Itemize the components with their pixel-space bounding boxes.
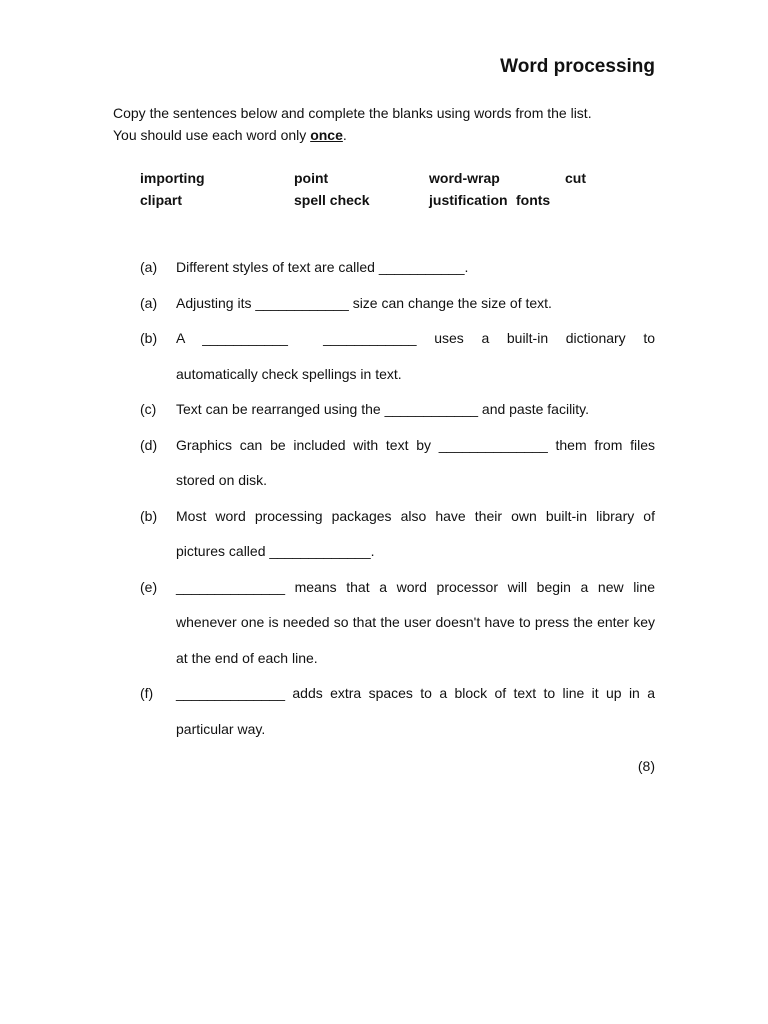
word-list-item: spell check — [294, 192, 370, 208]
question-label: (c) — [140, 401, 157, 417]
instructions-line-1: Copy the sentences below and complete the blanks using words from the list. — [113, 105, 592, 121]
total-marks: (8) — [637, 758, 655, 774]
question-label: (d) — [140, 436, 158, 453]
question-label: (b) — [140, 507, 158, 524]
question-item — [140, 676, 655, 747]
question-item — [140, 250, 655, 286]
question-item — [140, 392, 655, 428]
question-text: A ___________ ____________ uses a built-in dictionary to automatically check spellings in text. — [176, 330, 659, 382]
question-text: Different styles of text are called ___________. — [176, 259, 469, 275]
word-list-item: justification — [429, 192, 508, 208]
word-list-item: fonts — [516, 192, 551, 208]
page-title: Word processing — [500, 56, 655, 77]
question-item — [140, 428, 655, 499]
question-label: (b) — [140, 330, 158, 346]
word-list-item: importing — [140, 170, 205, 186]
word-list-item: word-wrap — [429, 170, 500, 186]
instructions — [113, 102, 658, 146]
word-list-item: cut — [565, 170, 586, 186]
question-label: (f) — [140, 685, 154, 701]
instructions-line-2-end: . — [342, 127, 347, 143]
instructions-line-2-start: You should use each word only — [113, 127, 311, 143]
question-text: Most word processing packages also have their own built-in library of pictures called _____________. — [176, 507, 655, 559]
instructions-emphasis: once — [310, 127, 343, 143]
question-text: ______________ adds extra spaces to a block of text to line it up in a particular way. — [176, 685, 655, 737]
question-list — [140, 250, 659, 747]
word-list-row — [140, 170, 610, 192]
word-list-row — [140, 192, 610, 214]
question-label: (e) — [140, 578, 158, 595]
question-item — [140, 286, 655, 322]
question-item — [140, 499, 655, 570]
question-label: (a) — [140, 294, 158, 311]
instructions-line-2 — [113, 124, 658, 146]
question-item — [140, 570, 655, 677]
word-list-item: point — [294, 170, 329, 186]
question-text: Graphics can be included with text by ______________ them from files stored on disk. — [176, 436, 655, 488]
question-text: Adjusting its ____________ size can change the size of text. — [176, 294, 552, 311]
question-text: Text can be rearranged using the ____________ and paste facility. — [176, 401, 590, 417]
word-list-item: clipart — [140, 192, 183, 208]
question-label: (a) — [140, 259, 158, 275]
question-item — [140, 321, 659, 392]
question-text: ______________ means that a word processor will begin a new line whenever one is needed so that the user doesn't have to press the enter key at the end of each line. — [176, 578, 655, 666]
word-list — [140, 170, 610, 214]
